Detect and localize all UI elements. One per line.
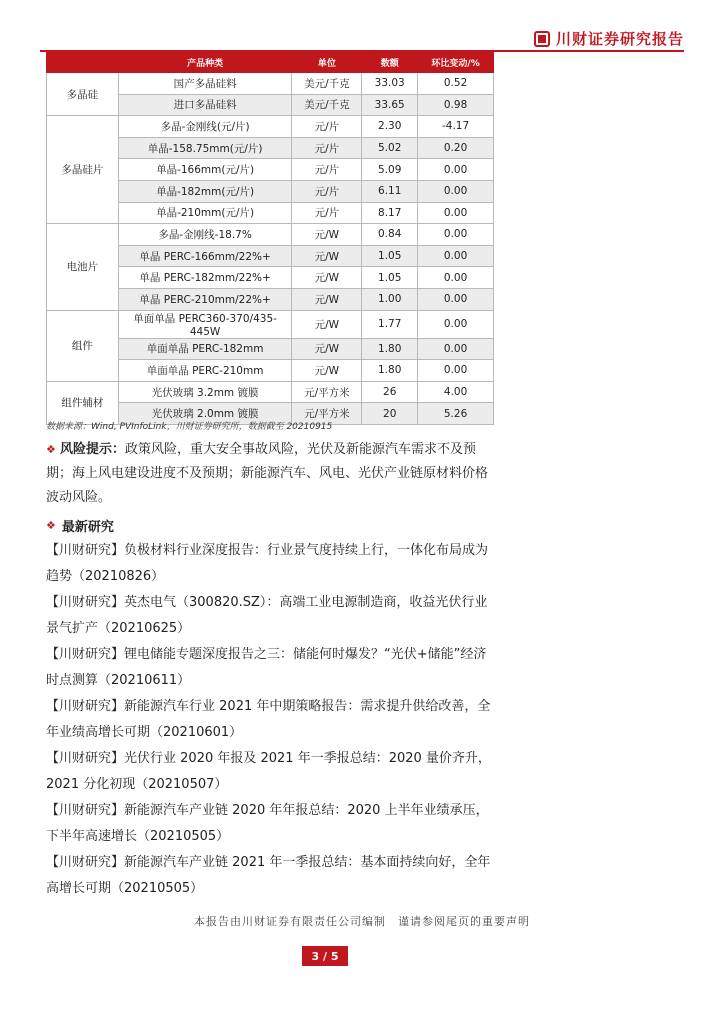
table-cell-change: 0.00 xyxy=(418,338,494,360)
table-cell-product: 单晶-158.75mm(元/片) xyxy=(118,137,292,159)
table-cell-change: 0.00 xyxy=(418,224,494,246)
table-header-change: 环比变动/% xyxy=(418,53,494,73)
diamond-bullet-icon: ❖ xyxy=(46,443,56,456)
research-item-text: 英杰电气（300820.SZ）：高端工业电源制造商，收益光伏行业景气扩产（20210625） xyxy=(46,595,488,636)
table-header-row xyxy=(47,53,494,73)
research-item-text: 负极材料行业深度报告：行业景气度持续上行，一体化布局成为趋势（20210826） xyxy=(46,543,489,584)
table-cell-category: 电池片 xyxy=(47,224,119,310)
table-cell-unit: 元/片 xyxy=(292,137,362,159)
diamond-bullet-icon: ❖ xyxy=(46,519,56,532)
table-cell-value: 5.09 xyxy=(362,159,418,181)
research-item-tag: 【川财研究】 xyxy=(46,543,125,558)
research-item-text: 新能源汽车产业链 2021 年一季报总结：基本面持续向好，全年高增长可期（20210505） xyxy=(46,855,491,896)
table-cell-category: 多晶硅 xyxy=(47,73,119,116)
research-item-tag: 【川财研究】 xyxy=(46,595,125,610)
table-cell-unit: 元/平方米 xyxy=(292,403,362,425)
table-row xyxy=(47,381,494,403)
research-list xyxy=(46,538,498,902)
table-cell-product: 进口多晶硅料 xyxy=(118,94,292,116)
table-cell-product: 光伏玻璃 2.0mm 镀膜 xyxy=(118,403,292,425)
table-cell-unit: 元/W xyxy=(292,288,362,310)
table-cell-category: 组件 xyxy=(47,310,119,381)
table-cell-unit: 元/W xyxy=(292,267,362,289)
table-cell-value: 2.30 xyxy=(362,116,418,138)
table-cell-product: 单晶 PERC-210mm/22%+ xyxy=(118,288,292,310)
table-cell-product: 单晶 PERC-182mm/22%+ xyxy=(118,267,292,289)
table-cell-value: 6.11 xyxy=(362,180,418,202)
table-cell-value: 33.03 xyxy=(362,73,418,95)
table-cell-unit: 元/平方米 xyxy=(292,381,362,403)
table-cell-value: 5.02 xyxy=(362,137,418,159)
footer-disclaimer: 本报告由川财证券有限责任公司编制 谨请参阅尾页的重要声明 xyxy=(194,915,530,928)
table-cell-unit: 元/W xyxy=(292,245,362,267)
table-cell-unit: 元/片 xyxy=(292,180,362,202)
brand-header xyxy=(534,28,684,49)
table-cell-value: 1.77 xyxy=(362,310,418,338)
table-cell-category: 组件辅材 xyxy=(47,381,119,424)
risk-section xyxy=(46,438,496,510)
data-source: 数据来源：Wind, PVInfoLink，川财证券研究所，数据截至 20210915 xyxy=(46,422,333,432)
brand-logo-icon xyxy=(534,31,550,47)
table-cell-product: 单晶-166mm(元/片) xyxy=(118,159,292,181)
table-row xyxy=(47,116,494,138)
research-title: 最新研究 xyxy=(61,520,114,535)
research-item-tag: 【川财研究】 xyxy=(46,855,125,870)
table-cell-value: 1.80 xyxy=(362,338,418,360)
table-cell-product: 单晶 PERC-166mm/22%+ xyxy=(118,245,292,267)
table-header-unit: 单位 xyxy=(292,53,362,73)
table-cell-unit: 美元/千克 xyxy=(292,73,362,95)
risk-title: 风险提示： xyxy=(60,442,126,457)
research-item-text: 光伏行业 2020 年报及 2021 年一季报总结：2020 量价齐升，2021 分化初现（20210507） xyxy=(46,751,491,792)
research-item-text: 锂电储能专题深度报告之三：储能何时爆发？“光伏+储能”经济时点测算（20210611） xyxy=(46,647,487,688)
table-cell-unit: 元/片 xyxy=(292,159,362,181)
page-number: 3 / 5 xyxy=(302,946,348,966)
table-row xyxy=(47,224,494,246)
research-item-tag: 【川财研究】 xyxy=(46,751,125,766)
table-cell-product: 单面单晶 PERC360-370/435-445W xyxy=(118,310,292,338)
table-header-value: 数额 xyxy=(362,53,418,73)
table-cell-change: 0.98 xyxy=(418,94,494,116)
table-cell-unit: 元/W xyxy=(292,338,362,360)
table-row xyxy=(47,310,494,338)
risk-text: 政策风险，重大安全事故风险，光伏及新能源汽车需求不及预期；海上风电建设进度不及预期；新能源汽车、风电、光伏产业链原材料价格波动风险。 xyxy=(46,442,489,505)
table-cell-change: 0.00 xyxy=(418,288,494,310)
research-item xyxy=(46,798,498,850)
table-header-category xyxy=(47,53,119,73)
table-cell-value: 0.84 xyxy=(362,224,418,246)
research-item xyxy=(46,538,498,590)
table-cell-product: 单晶-210mm(元/片) xyxy=(118,202,292,224)
table-cell-change: 0.00 xyxy=(418,360,494,382)
table-cell-value: 1.80 xyxy=(362,360,418,382)
table-cell-change: 0.00 xyxy=(418,202,494,224)
table-header-product: 产品种类 xyxy=(118,53,292,73)
table-cell-change: 4.00 xyxy=(418,381,494,403)
research-item-tag: 【川财研究】 xyxy=(46,699,125,714)
table-cell-product: 单晶-182mm(元/片) xyxy=(118,180,292,202)
table-cell-unit: 美元/千克 xyxy=(292,94,362,116)
table-cell-product: 多晶-金刚线(元/片) xyxy=(118,116,292,138)
table-cell-change: 0.00 xyxy=(418,180,494,202)
table-row xyxy=(47,73,494,95)
table-cell-value: 1.05 xyxy=(362,267,418,289)
research-item xyxy=(46,850,498,902)
research-heading xyxy=(46,516,114,535)
table-cell-change: 0.52 xyxy=(418,73,494,95)
table-cell-product: 国产多晶硅料 xyxy=(118,73,292,95)
table-cell-change: 0.20 xyxy=(418,137,494,159)
table-cell-unit: 元/W xyxy=(292,224,362,246)
table-cell-value: 26 xyxy=(362,381,418,403)
research-item-text: 新能源汽车行业 2021 年中期策略报告：需求提升供给改善，全年业绩高增长可期（20210601） xyxy=(46,699,491,740)
research-item xyxy=(46,694,498,746)
table-cell-product: 多晶-金刚线-18.7% xyxy=(118,224,292,246)
table-cell-value: 1.00 xyxy=(362,288,418,310)
table-cell-value: 33.65 xyxy=(362,94,418,116)
table-cell-category: 多晶硅片 xyxy=(47,116,119,224)
table-cell-unit: 元/W xyxy=(292,310,362,338)
table-cell-unit: 元/片 xyxy=(292,202,362,224)
table-cell-change: 0.00 xyxy=(418,245,494,267)
table-cell-change: -4.17 xyxy=(418,116,494,138)
table-cell-product: 单面单晶 PERC-182mm xyxy=(118,338,292,360)
table-cell-product: 光伏玻璃 3.2mm 镀膜 xyxy=(118,381,292,403)
table-cell-change: 0.00 xyxy=(418,159,494,181)
research-item xyxy=(46,642,498,694)
table-cell-unit: 元/W xyxy=(292,360,362,382)
research-item-text: 新能源汽车产业链 2020 年年报总结：2020 上半年业绩承压，下半年高速增长（20210505） xyxy=(46,803,489,844)
research-item-tag: 【川财研究】 xyxy=(46,803,125,818)
research-item xyxy=(46,746,498,798)
price-table xyxy=(46,52,494,425)
table-cell-product: 单面单晶 PERC-210mm xyxy=(118,360,292,382)
table-cell-change: 0.00 xyxy=(418,310,494,338)
table-cell-change: 5.26 xyxy=(418,403,494,425)
table-cell-change: 0.00 xyxy=(418,267,494,289)
table-cell-unit: 元/片 xyxy=(292,116,362,138)
brand-name: 川财证券研究报告 xyxy=(555,30,684,48)
research-item-tag: 【川财研究】 xyxy=(46,647,125,662)
table-cell-value: 20 xyxy=(362,403,418,425)
research-item xyxy=(46,590,498,642)
table-cell-value: 1.05 xyxy=(362,245,418,267)
table-cell-value: 8.17 xyxy=(362,202,418,224)
